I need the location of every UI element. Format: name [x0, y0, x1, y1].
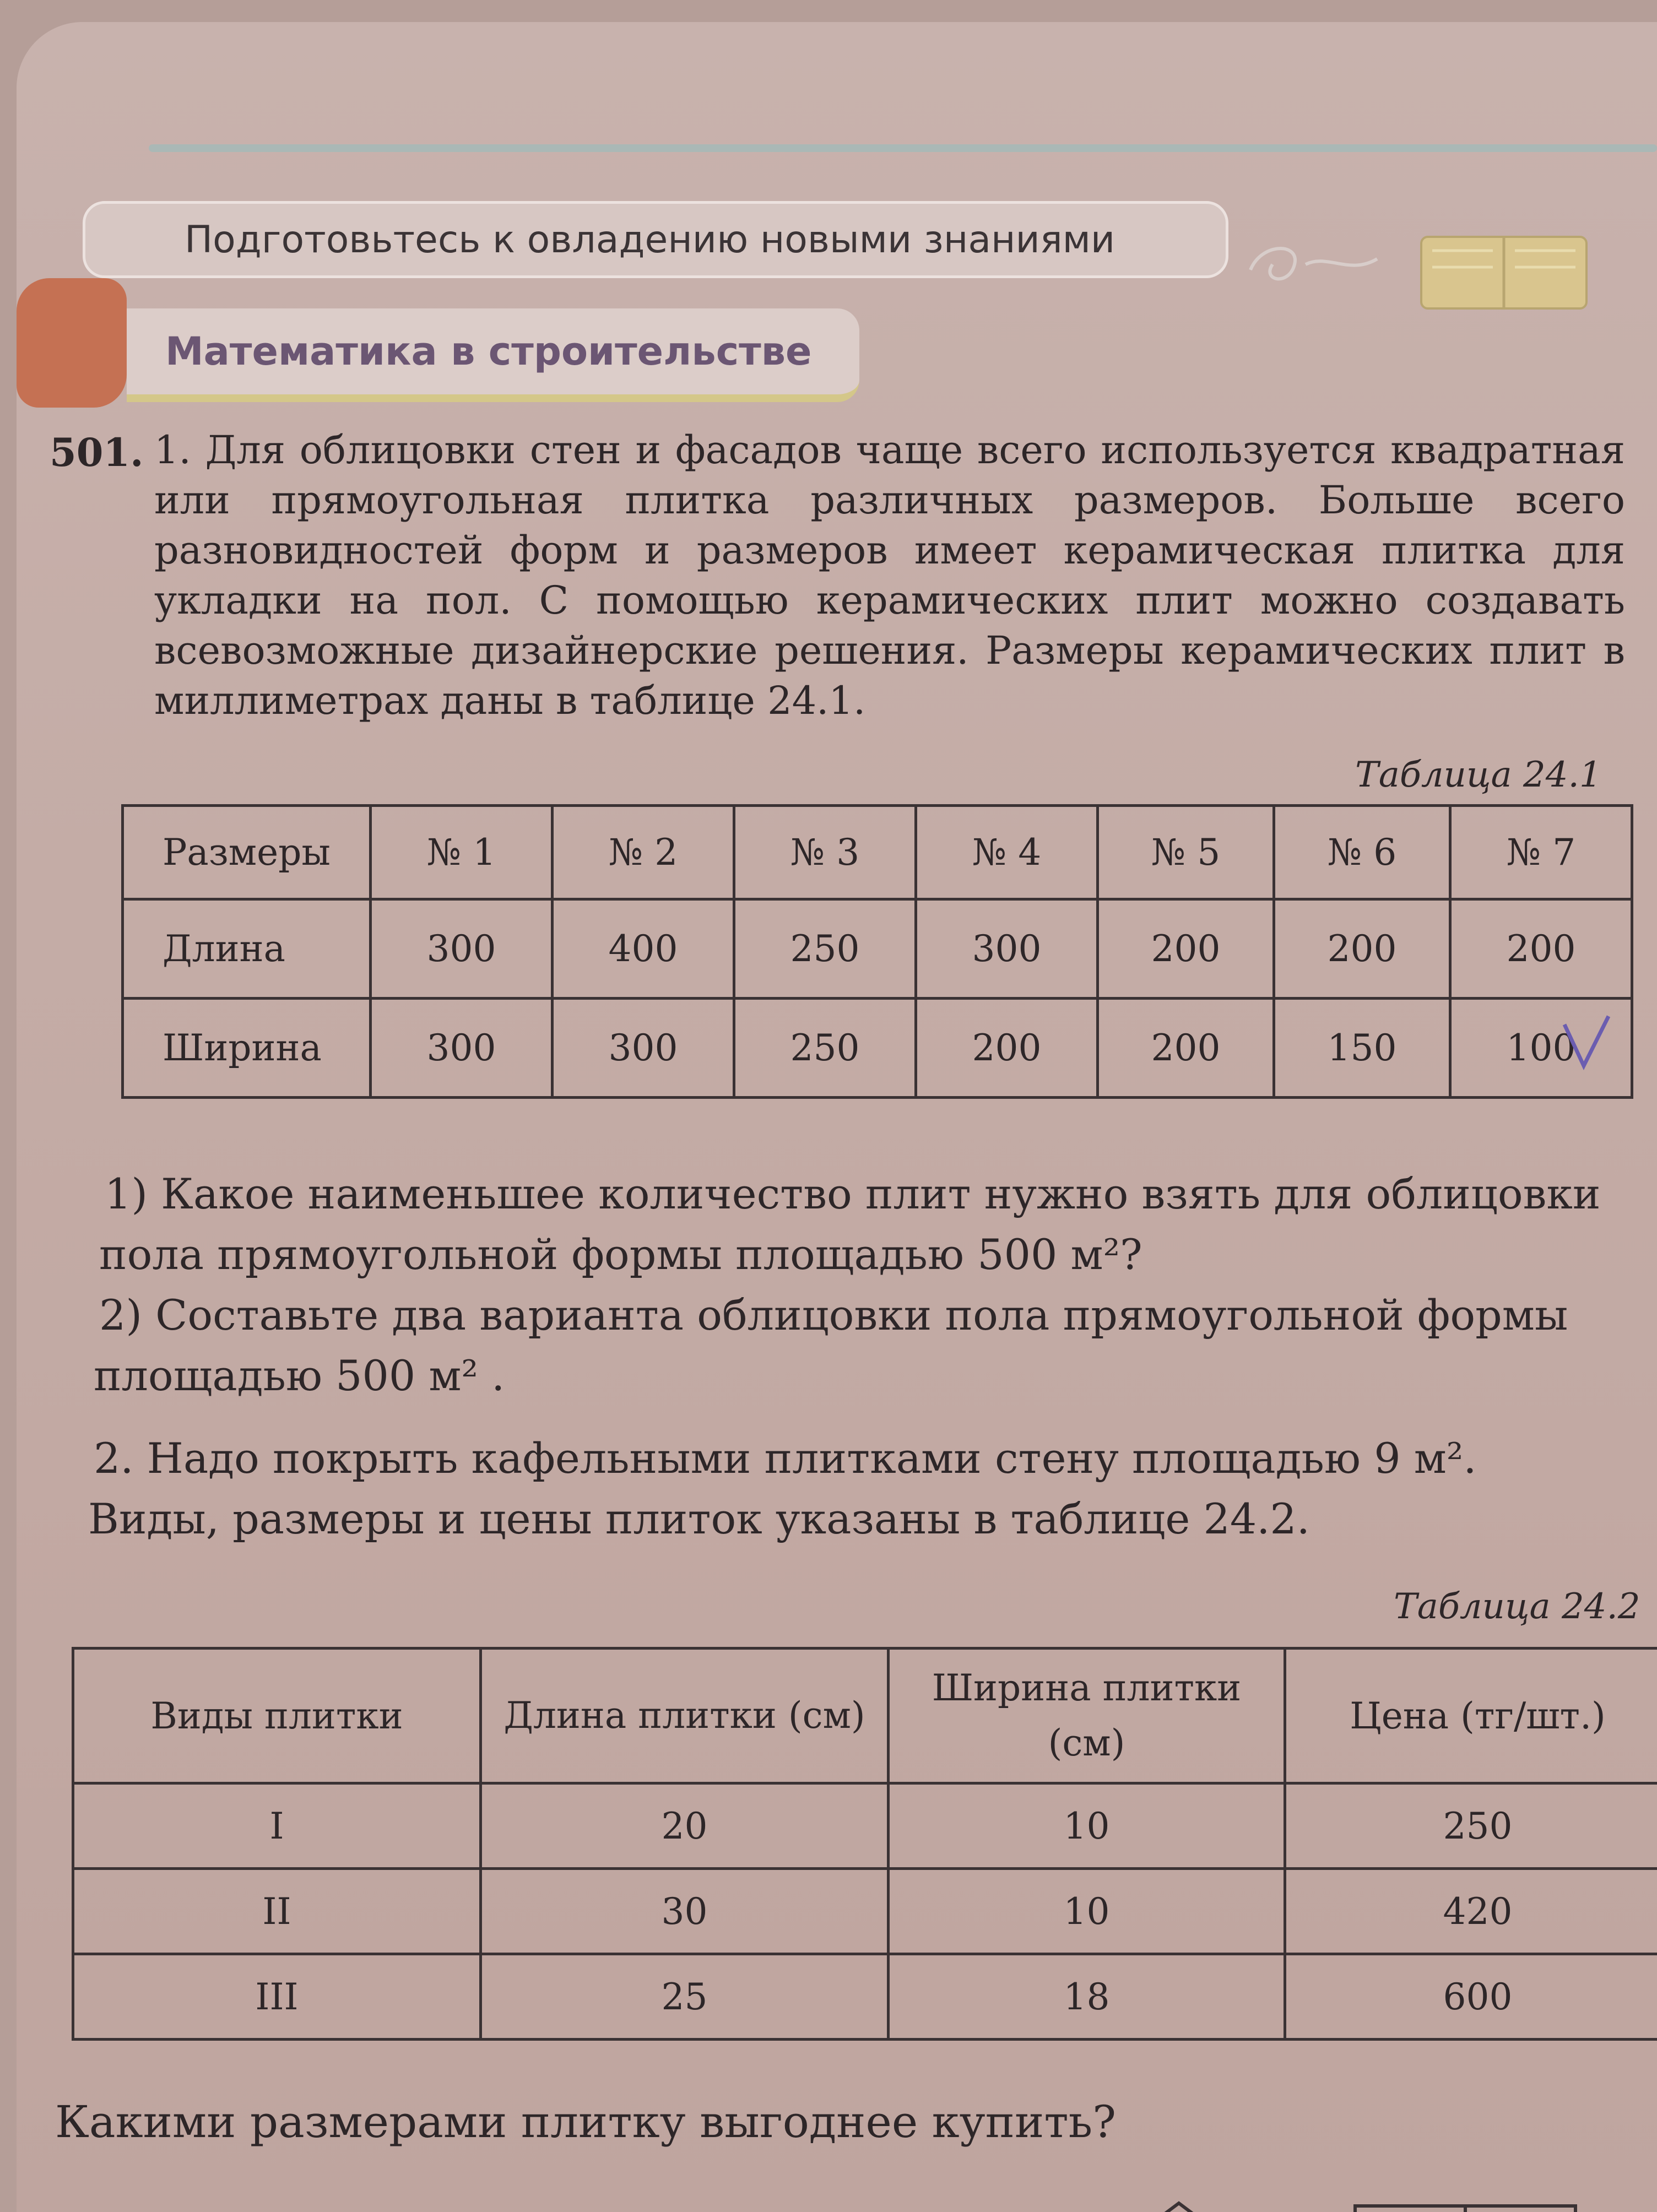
question-1-line-1: 1) Какое наименьшее количество плит нужно взять для облицовки — [105, 1169, 1601, 1218]
table-cell: 10 — [889, 1869, 1285, 1954]
table-cell: 300 — [553, 999, 734, 1098]
table2-header-cell: Ширина плитки (см) — [889, 1649, 1285, 1783]
task-2-line-2: Виды, размеры и цены плиток указаны в таблице 24.2. — [88, 1494, 1310, 1543]
table-cell: 600 — [1285, 1954, 1657, 2040]
table-cell: 300 — [916, 899, 1098, 999]
table-cell: 250 — [734, 899, 916, 999]
book-swirl-icon — [1239, 204, 1614, 314]
exercise-intro: 1. Для облицовки стен и фасадов чаще всего используется квадратная или прямоугольная плитка различных размеров. Больше всего разновидностей форм и размеров имеет керамическая плитка для укладки на пол. С помощью керамических плит можно создавать всевозможные дизайнерские решения. Размеры керамических плит в миллиметрах даны в таблице 24.1. — [154, 427, 1625, 723]
table2-caption: Таблица 24.2 — [1394, 1586, 1640, 1627]
table1-header-cell: № 1 — [371, 806, 553, 899]
table-row — [73, 1869, 1657, 1954]
bottom-decoration — [1118, 2192, 1657, 2212]
table-cell: 25 — [481, 1954, 889, 2040]
section-header — [127, 308, 859, 402]
table-cell: 200 — [1098, 999, 1274, 1098]
table-cell: 200 — [1274, 899, 1450, 999]
table-row — [123, 899, 1632, 999]
question-1-line-2: пола прямоугольной формы площадью 500 м²? — [99, 1230, 1142, 1279]
tile-prices-table — [72, 1647, 1657, 2041]
table-cell: 250 — [1285, 1783, 1657, 1869]
table-cell: 200 — [916, 999, 1098, 1098]
table1-header-cell: № 4 — [916, 806, 1098, 899]
banner-title: Подготовьтесь к овладению новыми знаниями — [185, 218, 1116, 262]
table1-header-row — [123, 806, 1632, 899]
final-question: Какими размерами плитку выгоднее купить? — [55, 2096, 1117, 2148]
table2-header-cell: Цена (тг/шт.) — [1285, 1649, 1657, 1783]
table-row — [73, 1783, 1657, 1869]
table1-header-cell: № 7 — [1450, 806, 1632, 899]
table1-header-cell: № 2 — [553, 806, 734, 899]
textbook-page — [17, 22, 1657, 2212]
table1-header-cell: № 6 — [1274, 806, 1450, 899]
table-cell: I — [73, 1783, 481, 1869]
table-cell: II — [73, 1869, 481, 1954]
table-cell: 30 — [481, 1869, 889, 1954]
table-cell: 200 — [1450, 899, 1632, 999]
table-cell: 100 — [1450, 999, 1632, 1098]
table-cell: 200 — [1098, 899, 1274, 999]
table2-header-row — [73, 1649, 1657, 1783]
task-2-line-1: 2. Надо покрыть кафельными плитками стену площадью 9 м². — [94, 1434, 1477, 1483]
table2-header-cell: Виды плитки — [73, 1649, 481, 1783]
row-label-width: Ширина — [123, 999, 371, 1098]
table1-header-cell: № 5 — [1098, 806, 1274, 899]
section-title: Математика в строительстве — [165, 329, 812, 374]
table1-caption: Таблица 24.1 — [1355, 755, 1602, 795]
question-2-line-2: площадью 500 м² . — [94, 1351, 505, 1400]
row-label-length: Длина — [123, 899, 371, 999]
table-cell: 20 — [481, 1783, 889, 1869]
table1-header-cell: № 3 — [734, 806, 916, 899]
orange-marker — [17, 278, 127, 408]
table-row — [73, 1954, 1657, 2040]
table-cell: 300 — [371, 999, 553, 1098]
top-rule — [149, 144, 1657, 152]
table2-header-cell: Длина плитки (см) — [481, 1649, 889, 1783]
table-row — [123, 999, 1632, 1098]
question-2-line-1: 2) Составьте два варианта облицовки пола прямоугольной формы — [99, 1291, 1568, 1340]
table1-header-cell: Размеры — [123, 806, 371, 899]
table-cell: 150 — [1274, 999, 1450, 1098]
table-cell: 250 — [734, 999, 916, 1098]
banner — [83, 201, 1228, 278]
table-cell: III — [73, 1954, 481, 2040]
table-cell: 300 — [371, 899, 553, 999]
tile-sizes-table — [121, 804, 1633, 1099]
table-cell: 400 — [553, 899, 734, 999]
table-cell: 10 — [889, 1783, 1285, 1869]
pen-checkmark-icon — [1559, 1013, 1614, 1074]
table-cell: 18 — [889, 1954, 1285, 2040]
table-cell: 420 — [1285, 1869, 1657, 1954]
exercise-number: 501. — [50, 430, 144, 475]
